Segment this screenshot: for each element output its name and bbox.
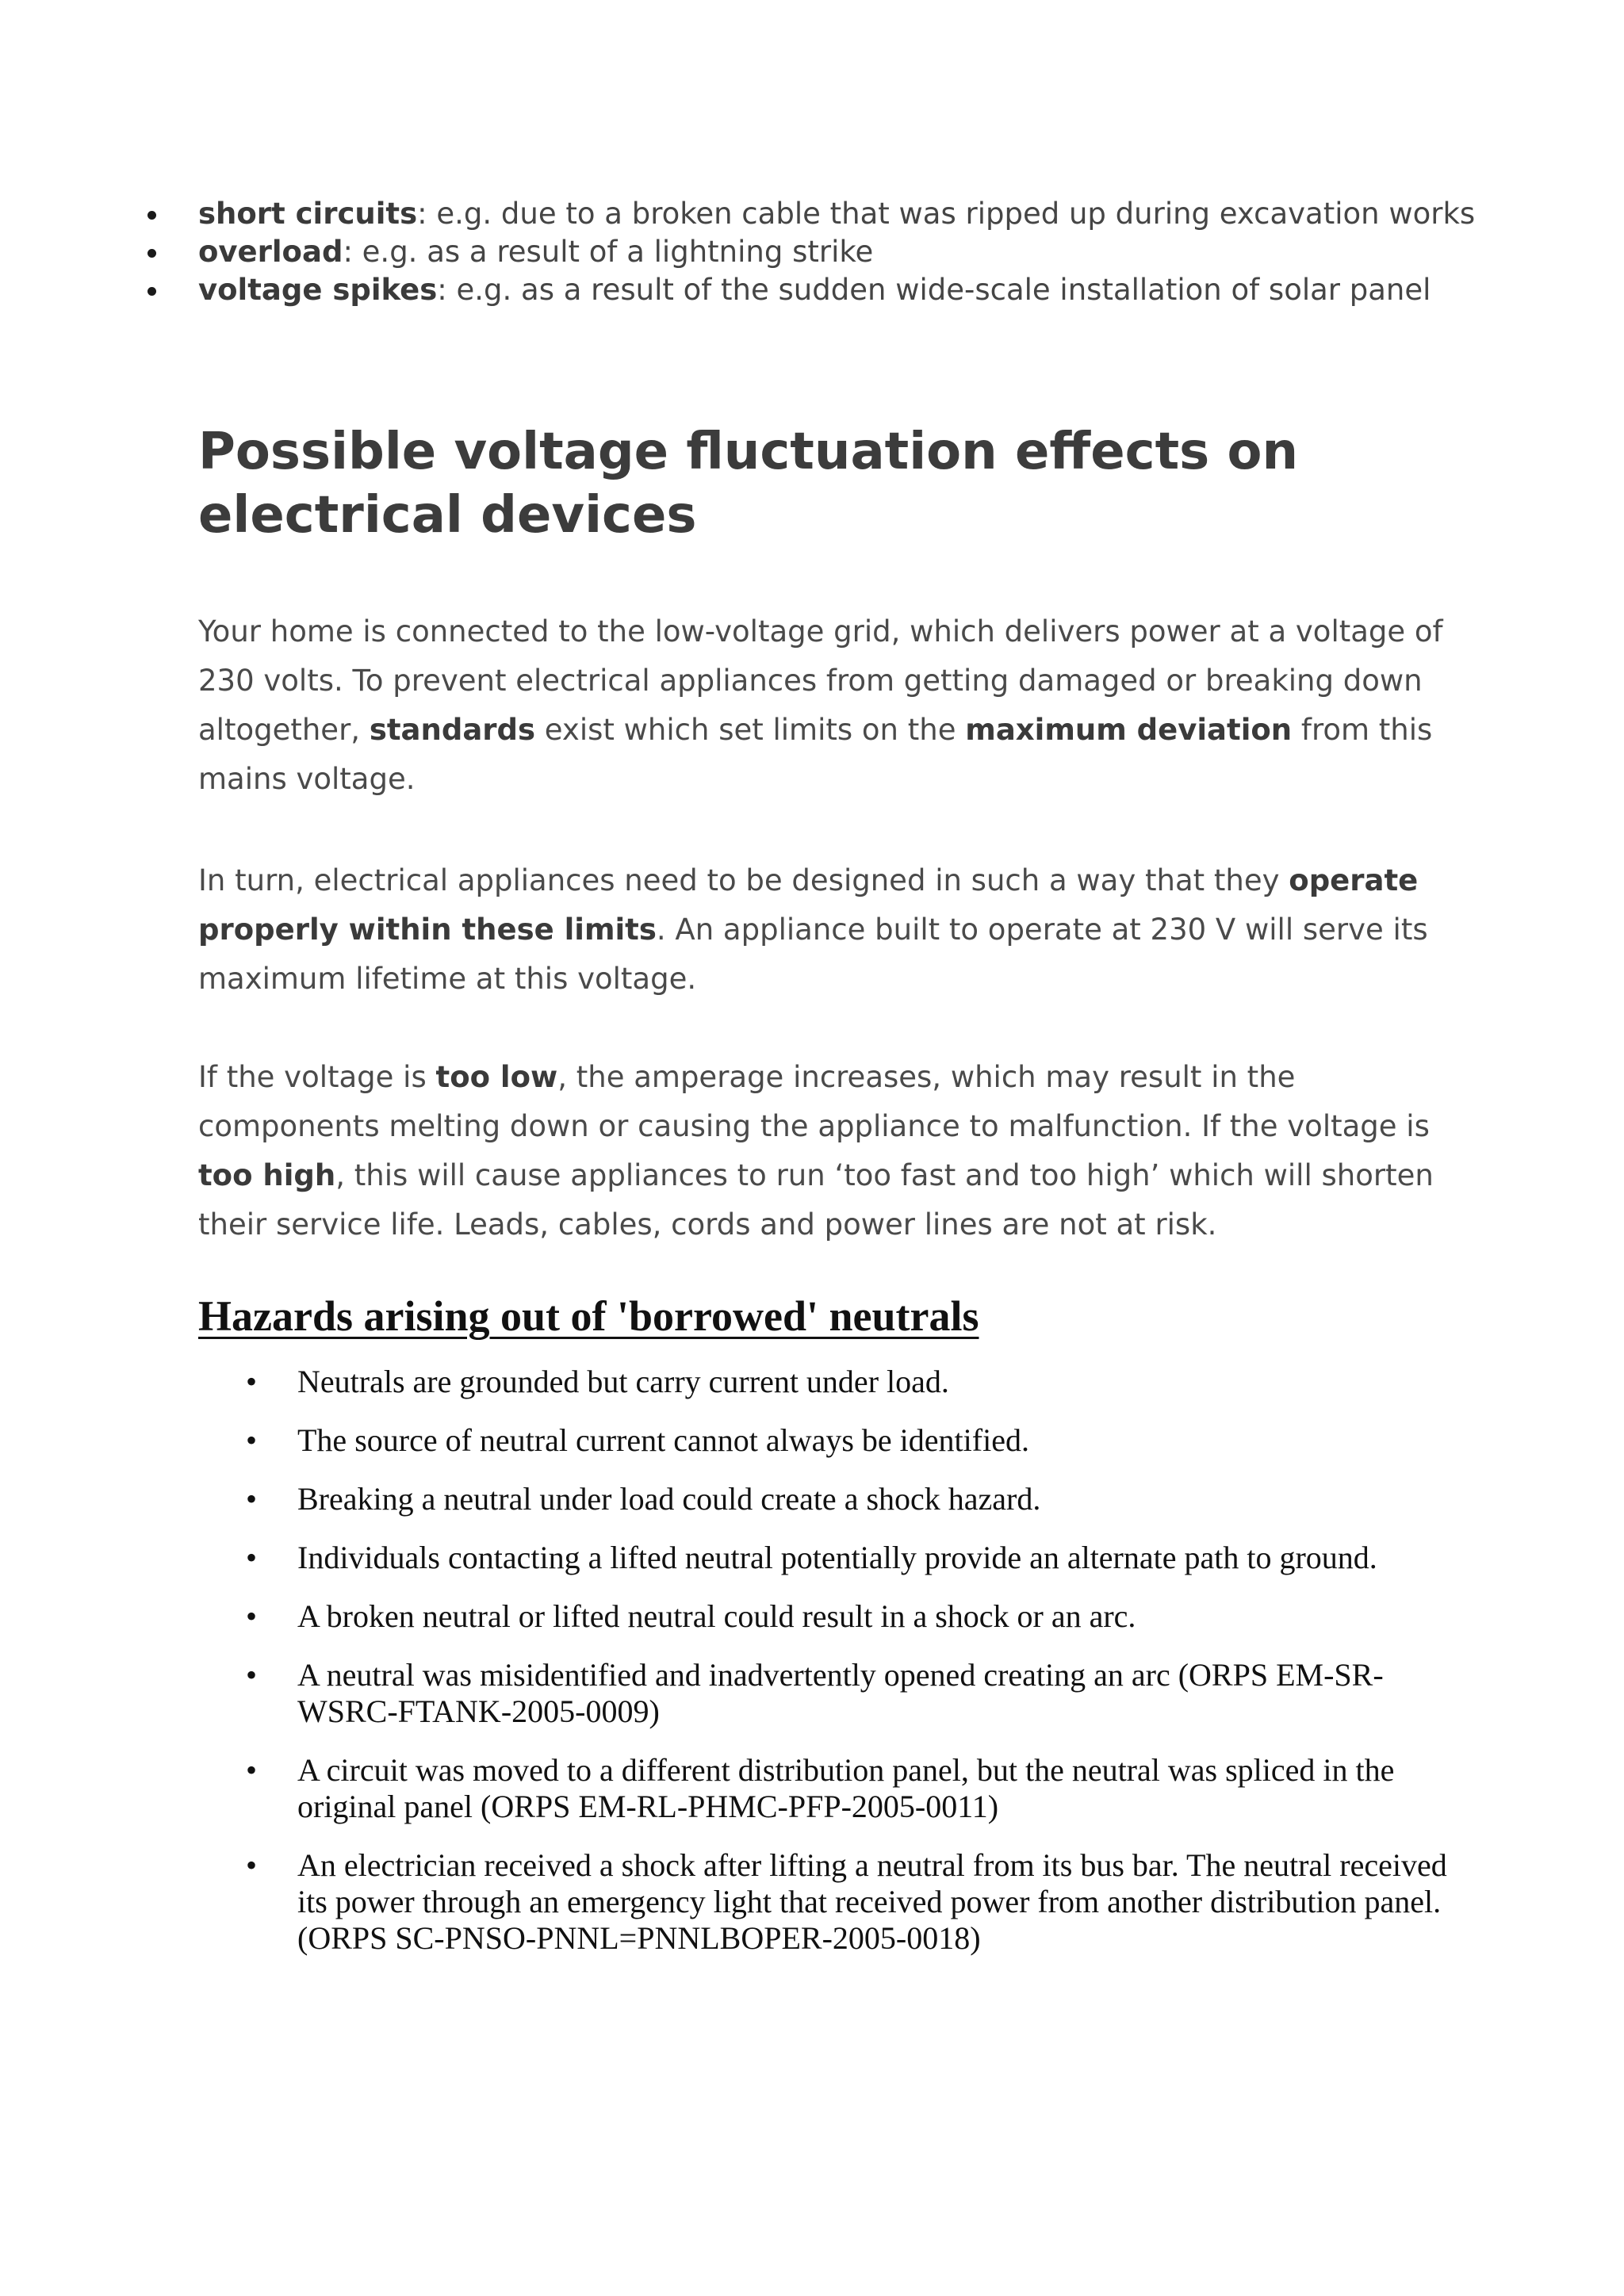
hazard-text: Neutrals are grounded but carry current under load.: [297, 1364, 949, 1399]
list-item: short circuits: e.g. due to a broken cable that was ripped up during excavation works: [147, 195, 1456, 233]
cause-description: e.g. as a result of the sudden wide-scale installation of solar panel: [446, 273, 1431, 307]
bullet-icon: •: [246, 1657, 258, 1693]
hazard-text: A neutral was misidentified and inadvertently opened creating an arc (ORPS EM-SR-WSRC-FTANK-2005-0009): [297, 1657, 1384, 1729]
list-item: [246, 1481, 1459, 1517]
emphasis: standards: [369, 713, 536, 747]
bullet-icon: •: [246, 1481, 258, 1517]
list-item: [246, 1657, 1459, 1730]
cause-description: e.g. due to a broken cable that was ripped up during excavation works: [427, 197, 1476, 231]
bullet-icon: •: [246, 1540, 258, 1575]
paragraph: Your home is connected to the low-voltage grid, which delivers power at a voltage of 230 volts. To prevent electrical appliances from getting damaged or breaking down altogether, standards exist which set limits on the maximum deviation from this mains voltage.: [198, 614, 1443, 796]
hazard-text: Breaking a neutral under load could create a shock hazard.: [297, 1481, 1041, 1517]
hazard-text: An electrician received a shock after lifting a neutral from its bus bar. The neutral received its power through an emergency light that received power from another distribution panel. (ORPS SC-PNSO-PNNL=PNNLBOPER-2005-0018): [297, 1847, 1447, 1956]
cause-term: short circuits: [198, 197, 418, 231]
bullet-icon: •: [246, 1422, 258, 1458]
paragraph: If the voltage is too low, the amperage increases, which may result in the components melting down or causing the appliance to malfunction. If the voltage is too high, this will cause appliances to run ‘too fast and too high’ which will shorten their service life. Leads, cables, cords and power lines are not at risk.: [198, 1060, 1434, 1242]
hazard-text: The source of neutral current cannot always be identified.: [297, 1422, 1029, 1458]
list-item: [246, 1364, 1459, 1400]
bullet-icon: •: [246, 1364, 258, 1399]
emphasis: too high: [198, 1158, 336, 1192]
cause-description: e.g. as a result of a lightning strike: [352, 235, 874, 269]
hazard-text: Individuals contacting a lifted neutral potentially provide an alternate path to ground.: [297, 1540, 1377, 1575]
hazard-text: A broken neutral or lifted neutral could result in a shock or an arc.: [297, 1598, 1136, 1634]
list-item: [246, 1752, 1459, 1825]
list-item: [246, 1540, 1459, 1576]
list-item: voltage spikes: e.g. as a result of the sudden wide-scale installation of solar panel: [147, 271, 1456, 309]
bullet-dot-icon: [147, 211, 156, 220]
emphasis: operate properly within these limits: [198, 863, 1419, 947]
hazard-text: A circuit was moved to a different distribution panel, but the neutral was spliced in the original panel (ORPS EM-RL-PHMC-PFP-2005-0011): [297, 1752, 1395, 1824]
cause-term: voltage spikes: [198, 273, 438, 307]
bullet-dot-icon: [147, 249, 156, 258]
list-item: [246, 1847, 1459, 1957]
bullet-icon: •: [246, 1598, 258, 1634]
bullet-dot-icon: [147, 287, 156, 296]
paragraph: In turn, electrical appliances need to be designed in such a way that they operate properly within these limits. An appliance built to operate at 230 V will serve its maximum lifetime at this voltage.: [198, 863, 1428, 996]
list-item: [246, 1598, 1459, 1635]
cause-term: overload: [198, 235, 343, 269]
list-item: overload: e.g. as a result of a lightning strike: [147, 233, 1456, 271]
hazards-title: Hazards arising out of 'borrowed' neutrals: [198, 1292, 979, 1340]
list-item: [246, 1422, 1459, 1459]
emphasis: too low: [435, 1060, 558, 1094]
cause-list: [147, 195, 1476, 309]
bullet-icon: •: [246, 1847, 258, 1883]
emphasis: maximum deviation: [965, 713, 1293, 747]
hazards-list: [246, 1364, 1459, 1979]
bullet-icon: •: [246, 1752, 258, 1788]
section-title: Possible voltage fluctuation effects on electrical devices: [198, 423, 1299, 545]
